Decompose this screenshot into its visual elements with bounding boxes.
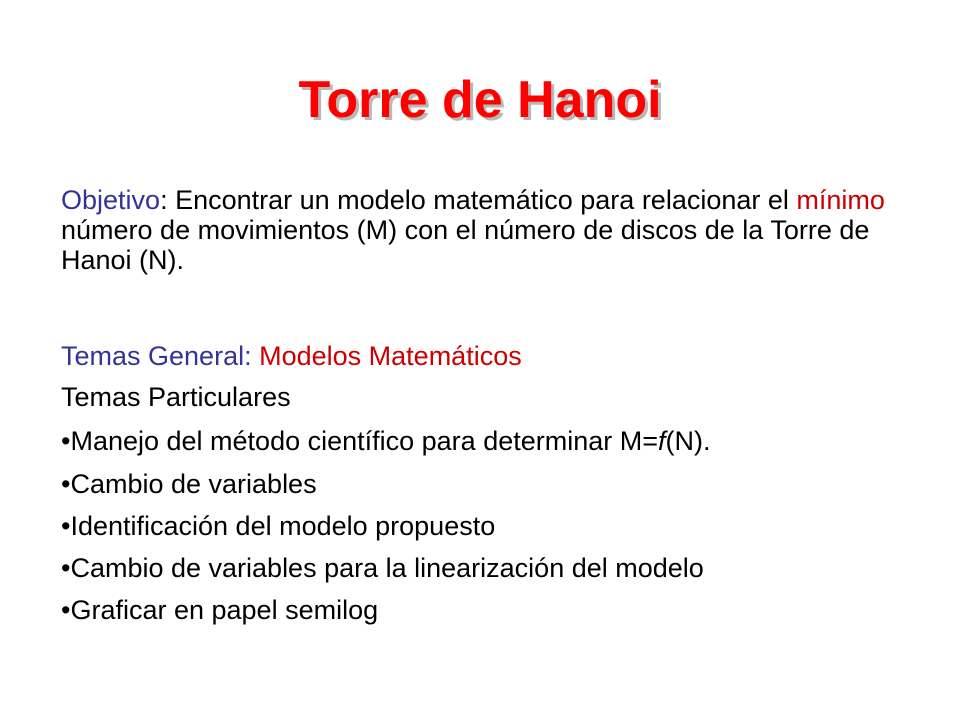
bullet-1-text-post: (N). [665,426,711,456]
bullet-1-italic-f: f [658,426,666,456]
slide-title: Torre de Hanoi [298,71,662,129]
objective-highlight: mínimo [796,185,885,215]
bullet-item-linearization: •Cambio de variables para la linearización del modelo [61,553,704,583]
general-topic-value: Modelos Matemáticos [259,341,522,371]
objective-paragraph [61,185,931,275]
bullet-item-scientific-method [61,425,711,457]
objective-colon: : [160,185,168,215]
bullet-item-semilog-graph: •Graficar en papel semilog [61,595,379,625]
general-topic-line [61,340,522,372]
objective-text-2: número de movimientos (M) con el número de discos de la Torre de Hanoi (N). [61,215,870,275]
bullet-item-model-identification: •Identificación del modelo propuesto [61,511,496,541]
general-topic-label: Temas General: [61,341,252,371]
bullet-item-variable-change: •Cambio de variables [61,469,317,499]
objective-text-1: Encontrar un modelo matemático para relacionar el [167,185,797,215]
objective-label: Objetivo [61,185,161,215]
particular-topics-heading: Temas Particulares [61,382,291,412]
bullet-1-text-pre: •Manejo del método científico para determinar M= [61,426,659,456]
